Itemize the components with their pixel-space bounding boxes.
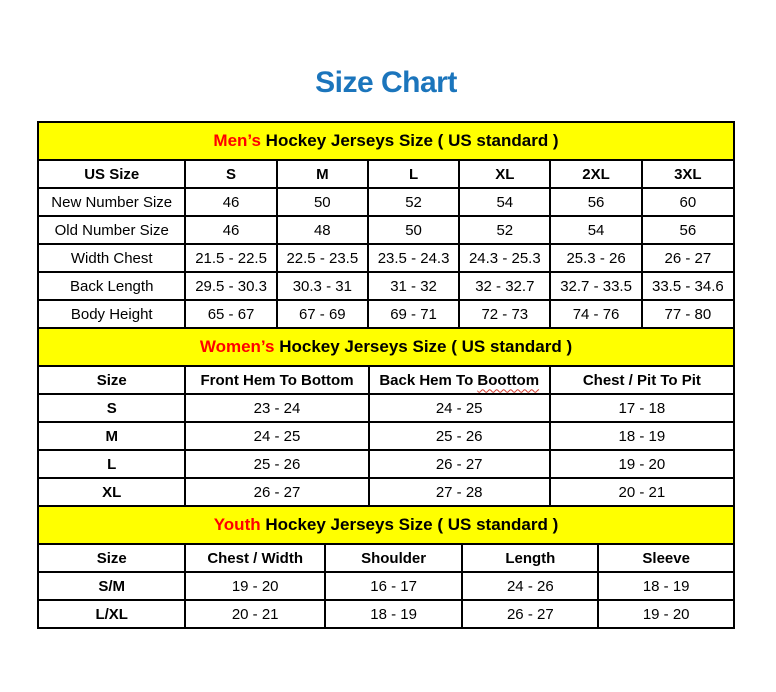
size-value-cell: 23.5 - 24.3 xyxy=(368,244,459,272)
column-header: M xyxy=(277,161,368,188)
size-value-cell: 29.5 - 30.3 xyxy=(185,272,276,300)
size-value-cell: 32 - 32.7 xyxy=(459,272,550,300)
column-header: Size xyxy=(39,367,185,394)
youth-highlight-text: Youth xyxy=(213,515,261,534)
row-label: Old Number Size xyxy=(39,216,185,244)
column-header-text: Back Hem To xyxy=(379,371,478,389)
size-value-cell: 17 - 18 xyxy=(550,394,733,422)
column-header: Front Hem To Bottom xyxy=(185,367,368,394)
size-value-cell: 65 - 67 xyxy=(185,300,276,327)
size-value-cell: 27 - 28 xyxy=(369,478,550,505)
youth-section-header xyxy=(39,505,733,545)
table-row xyxy=(39,300,733,327)
size-value-cell: 69 - 71 xyxy=(368,300,459,327)
size-value-cell: 18 - 19 xyxy=(550,422,733,450)
column-header: Size xyxy=(39,545,185,572)
row-label: Body Height xyxy=(39,300,185,327)
youth-size-table xyxy=(39,545,733,627)
size-value-cell: 56 xyxy=(550,188,641,216)
size-value-cell: 18 - 19 xyxy=(598,572,733,600)
column-header: S xyxy=(185,161,276,188)
column-header: Length xyxy=(462,545,598,572)
mens-header-text: Hockey Jerseys Size ( US standard ) xyxy=(260,131,559,150)
size-value-cell: 52 xyxy=(459,216,550,244)
size-value-cell: 24 - 25 xyxy=(185,422,368,450)
size-value-cell: 67 - 69 xyxy=(277,300,368,327)
table-row xyxy=(39,572,733,600)
row-label: Back Length xyxy=(39,272,185,300)
size-value-cell: 48 xyxy=(277,216,368,244)
size-value-cell: 19 - 20 xyxy=(185,572,324,600)
table-row xyxy=(39,394,733,422)
row-label: M xyxy=(39,422,185,450)
size-value-cell: 30.3 - 31 xyxy=(277,272,368,300)
table-row xyxy=(39,450,733,478)
size-value-cell: 25 - 26 xyxy=(369,422,550,450)
table-row xyxy=(39,367,733,394)
size-value-cell: 16 - 17 xyxy=(325,572,462,600)
size-value-cell: 52 xyxy=(368,188,459,216)
row-label: L xyxy=(39,450,185,478)
size-value-cell: 20 - 21 xyxy=(550,478,733,505)
size-value-cell: 31 - 32 xyxy=(368,272,459,300)
table-row xyxy=(39,272,733,300)
size-value-cell: 19 - 20 xyxy=(598,600,733,627)
column-header: 3XL xyxy=(642,161,733,188)
row-label: S/M xyxy=(39,572,185,600)
size-value-cell: 26 - 27 xyxy=(185,478,368,505)
size-value-cell: 26 - 27 xyxy=(462,600,598,627)
size-value-cell: 46 xyxy=(185,188,276,216)
size-value-cell: 25.3 - 26 xyxy=(550,244,641,272)
size-value-cell: 24 - 26 xyxy=(462,572,598,600)
size-value-cell: 77 - 80 xyxy=(642,300,733,327)
column-header: US Size xyxy=(39,161,185,188)
row-label: S xyxy=(39,394,185,422)
table-row xyxy=(39,478,733,505)
column-header: Shoulder xyxy=(325,545,462,572)
column-header xyxy=(369,367,550,394)
size-value-cell: 33.5 - 34.6 xyxy=(642,272,733,300)
size-value-cell: 56 xyxy=(642,216,733,244)
row-label: XL xyxy=(39,478,185,505)
size-chart-table-block xyxy=(37,121,735,629)
size-value-cell: 20 - 21 xyxy=(185,600,324,627)
size-value-cell: 50 xyxy=(277,188,368,216)
size-value-cell: 23 - 24 xyxy=(185,394,368,422)
size-value-cell: 50 xyxy=(368,216,459,244)
size-value-cell: 26 - 27 xyxy=(642,244,733,272)
row-label: New Number Size xyxy=(39,188,185,216)
size-value-cell: 21.5 - 22.5 xyxy=(185,244,276,272)
womens-header-text: Hockey Jerseys Size ( US standard ) xyxy=(274,337,573,356)
mens-highlight-text: Men’s xyxy=(213,131,261,150)
page-title: Size Chart xyxy=(315,66,457,99)
column-header: XL xyxy=(459,161,550,188)
size-value-cell: 25 - 26 xyxy=(185,450,368,478)
table-row xyxy=(39,545,733,572)
size-value-cell: 26 - 27 xyxy=(369,450,550,478)
column-header: Chest / Pit To Pit xyxy=(550,367,733,394)
column-header: Sleeve xyxy=(598,545,733,572)
size-value-cell: 54 xyxy=(550,216,641,244)
table-row xyxy=(39,188,733,216)
mens-section-header xyxy=(39,123,733,161)
row-label: Width Chest xyxy=(39,244,185,272)
size-value-cell: 24.3 - 25.3 xyxy=(459,244,550,272)
size-value-cell: 24 - 25 xyxy=(369,394,550,422)
table-row xyxy=(39,600,733,627)
size-value-cell: 54 xyxy=(459,188,550,216)
size-value-cell: 32.7 - 33.5 xyxy=(550,272,641,300)
womens-highlight-text: Women’s xyxy=(199,337,275,356)
size-value-cell: 22.5 - 23.5 xyxy=(277,244,368,272)
row-label: L/XL xyxy=(39,600,185,627)
column-header: Chest / Width xyxy=(185,545,324,572)
misspelled-word-spellcheck: Boottom xyxy=(477,371,540,389)
table-row xyxy=(39,216,733,244)
youth-header-text: Hockey Jerseys Size ( US standard ) xyxy=(260,515,559,534)
table-row xyxy=(39,422,733,450)
size-value-cell: 46 xyxy=(185,216,276,244)
table-row xyxy=(39,244,733,272)
size-value-cell: 18 - 19 xyxy=(325,600,462,627)
table-row xyxy=(39,161,733,188)
womens-size-table xyxy=(39,367,733,505)
mens-size-table xyxy=(39,161,733,327)
size-value-cell: 19 - 20 xyxy=(550,450,733,478)
column-header: L xyxy=(368,161,459,188)
size-value-cell: 74 - 76 xyxy=(550,300,641,327)
column-header: 2XL xyxy=(550,161,641,188)
womens-section-header xyxy=(39,327,733,367)
size-value-cell: 72 - 73 xyxy=(459,300,550,327)
size-value-cell: 60 xyxy=(642,188,733,216)
